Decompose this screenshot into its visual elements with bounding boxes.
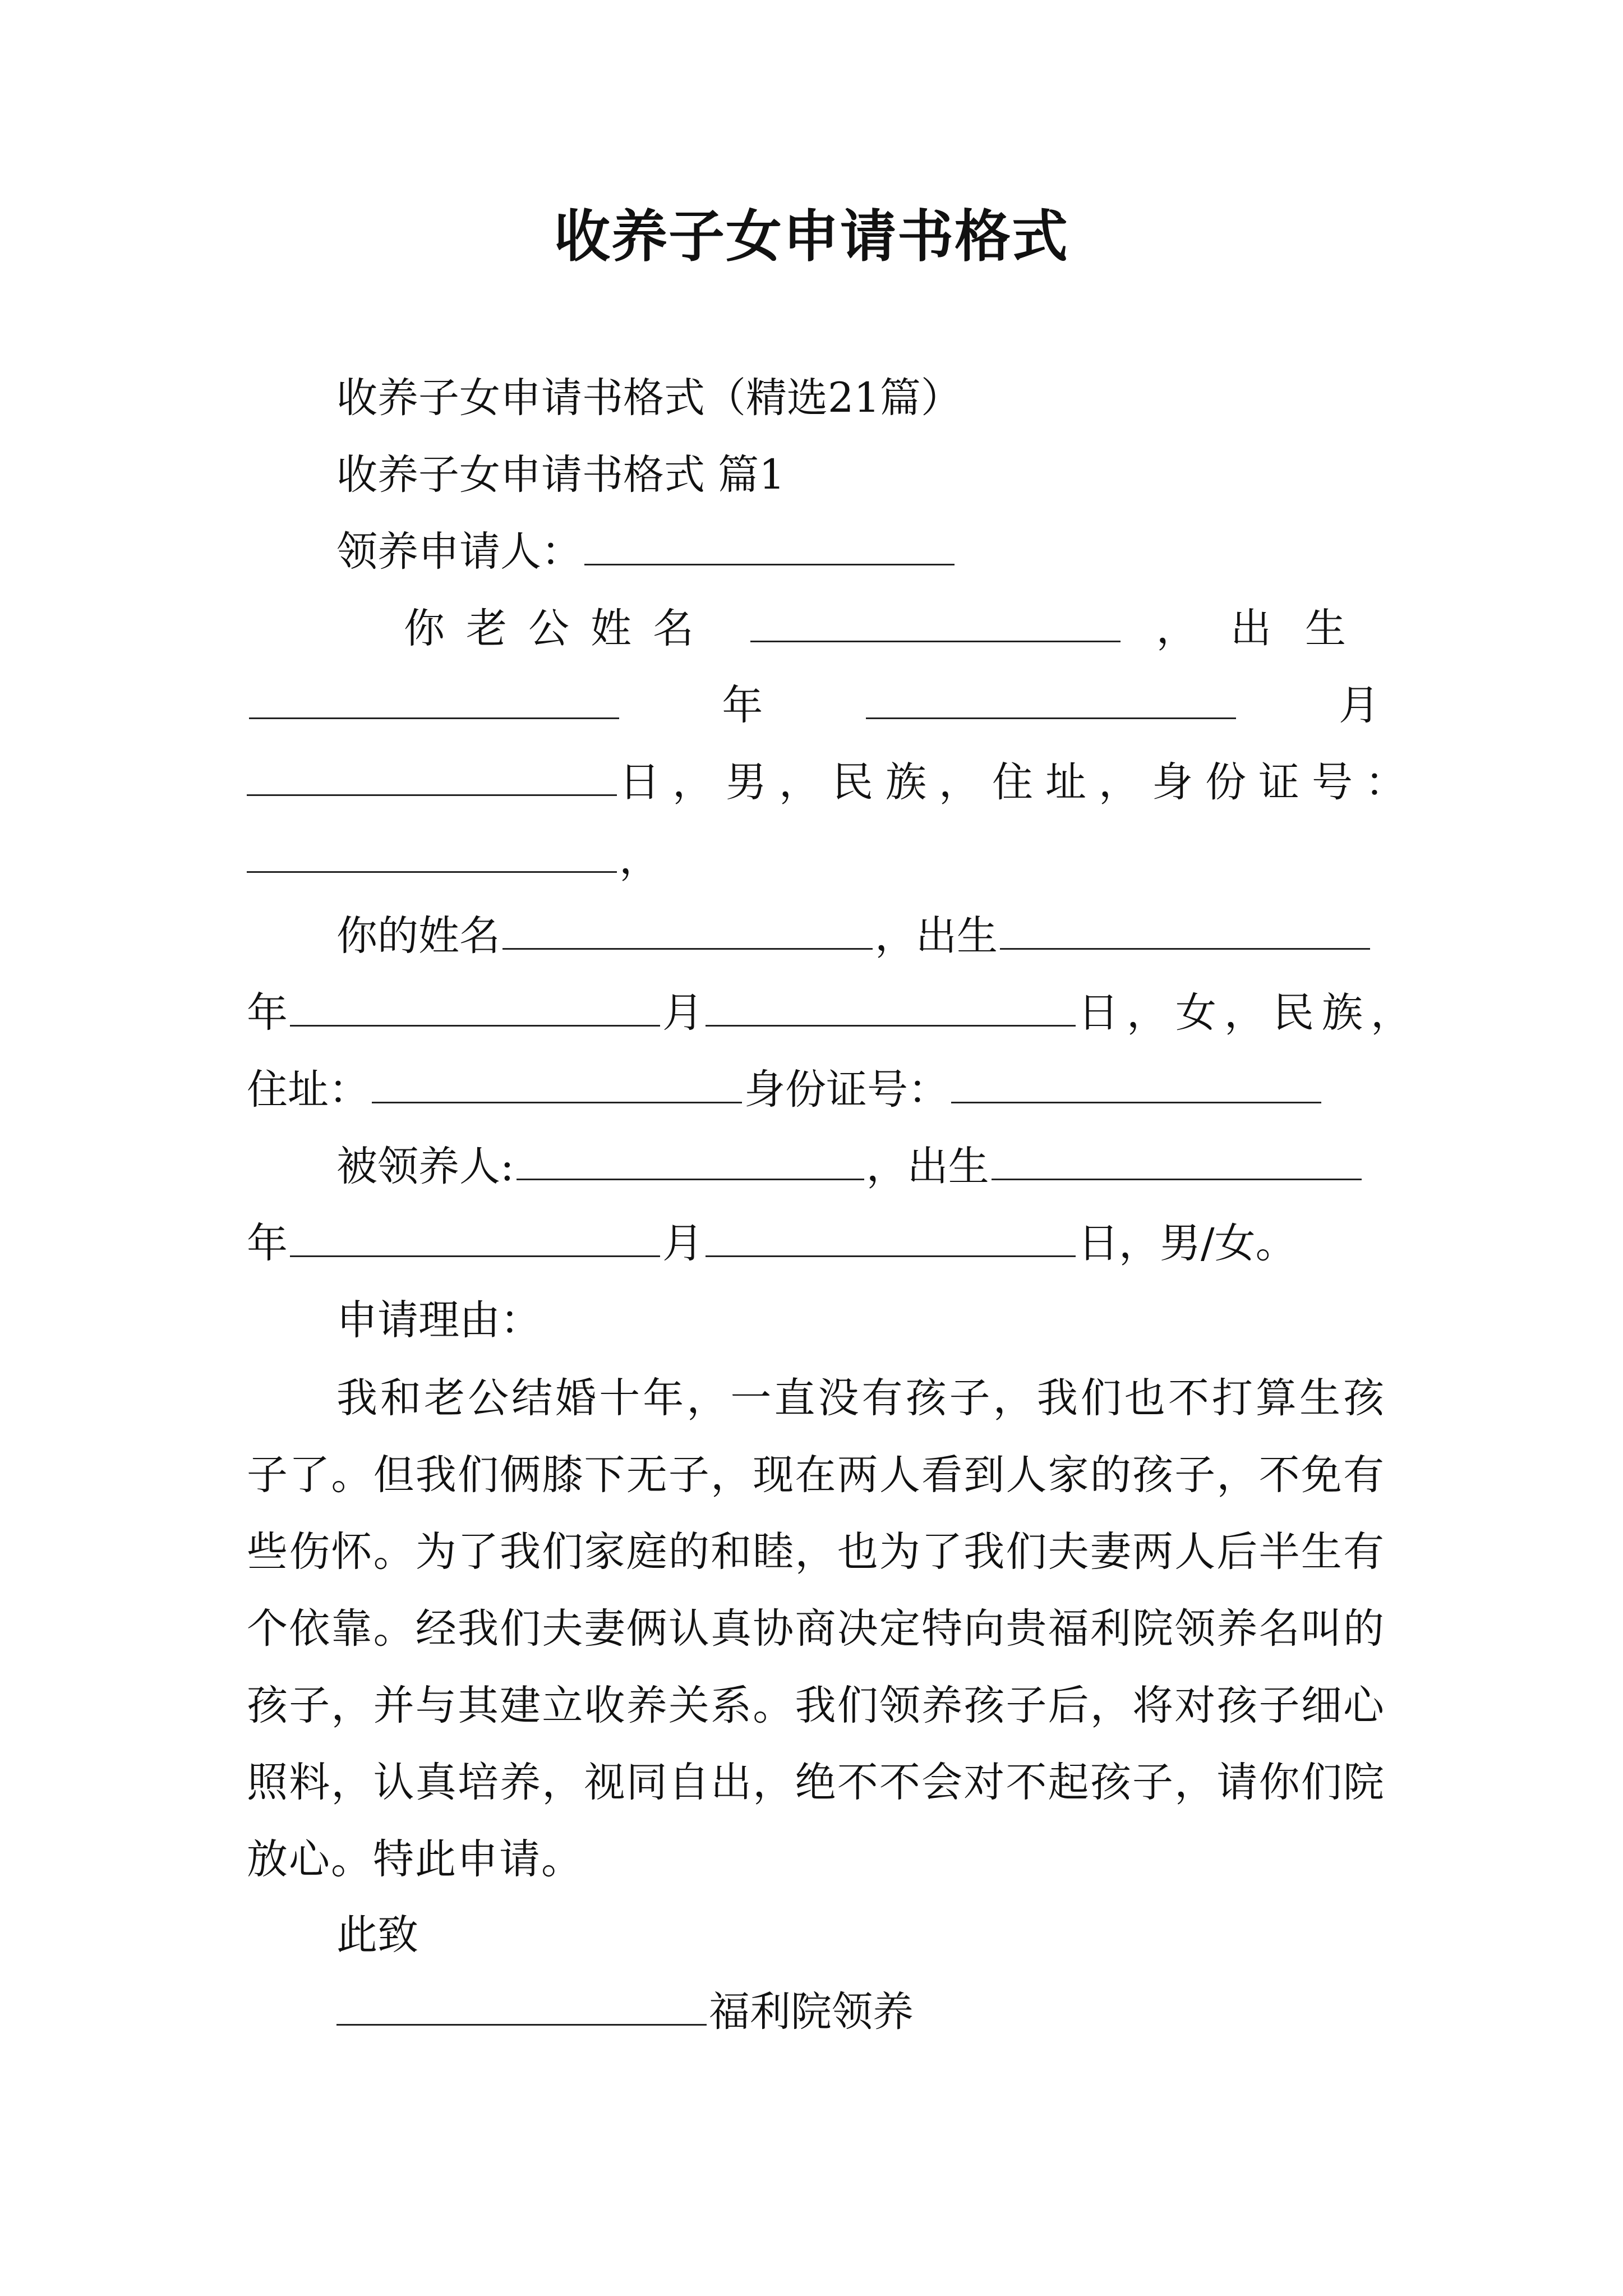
husband-month-label: 月 — [1338, 682, 1380, 729]
husband-end-comma: ， — [619, 835, 660, 883]
adoptee-birth-label: ，出生 — [866, 1143, 989, 1190]
recipient-blank — [336, 2022, 707, 2026]
husband-id-blank — [247, 869, 617, 873]
wife-year-blank — [290, 1023, 660, 1027]
husband-year-label: 年 — [722, 682, 763, 729]
reason-paragraph: 我和老公结婚十年，一直没有孩子，我们也不打算生孩子了。但我们俩膝下无子，现在两人看到人家的孩子，不免有些伤怀。为了我们家庭的和睦，也为了我们夫妻两人后半生有个依靠。经我们夫妻俩认真协商决定特向贵福利院领养名叫的孩子，并与其建立收养关系。我们领养孩子后，将对孩子细心照料，认真培养，视同自出，绝不不会对不起孩子，请你们院放心。特此申请。 — [247, 1374, 1385, 1883]
adoptee-label: 被领养人: — [336, 1143, 514, 1190]
wife-address-blank — [372, 1099, 742, 1103]
wife-address-label: 住址： — [247, 1066, 370, 1114]
document-title: 收养子女申请书格式 — [554, 204, 1069, 269]
document-subtitle: 收养子女申请书格式（精选21篇） — [336, 374, 962, 422]
adoptee-day-gender: 日，男/女。 — [1078, 1220, 1297, 1267]
applicant-blank — [584, 562, 955, 565]
husband-name-blank — [750, 638, 1121, 642]
adoptee-month-blank — [706, 1253, 1076, 1257]
husband-month-blank — [866, 715, 1236, 719]
wife-year-label: 年 — [247, 989, 288, 1037]
wife-id-label: 身份证号： — [744, 1066, 949, 1114]
wife-address-line — [247, 1062, 1324, 1118]
wife-id-blank — [951, 1099, 1321, 1103]
husband-year-blank — [249, 715, 619, 719]
wife-birth-label: ，出生 — [875, 912, 998, 960]
husband-birth-line — [247, 678, 1380, 734]
wife-month-blank — [706, 1023, 1076, 1027]
recipient-line — [336, 1984, 914, 2040]
wife-month-label: 月 — [662, 989, 703, 1037]
adoptee-year-label: 年 — [247, 1220, 288, 1267]
wife-birth-line — [247, 985, 1419, 1041]
adoptee-month-label: 月 — [662, 1220, 703, 1267]
closing-line: 此致 — [336, 1911, 418, 1959]
husband-details-label: 日，男，民族，住址，身份证号： — [619, 758, 1418, 806]
husband-comma: ， — [1156, 605, 1197, 652]
husband-birth-label: 出生 — [1230, 605, 1380, 652]
recipient-suffix: 福利院领养 — [709, 1988, 914, 2036]
wife-birth-blank — [1000, 946, 1370, 950]
wife-details-label: 日，女，民族， — [1078, 989, 1419, 1037]
husband-id-line — [247, 831, 660, 887]
section-heading: 收养子女申请书格式 篇1 — [336, 451, 785, 499]
husband-name-label: 你老公姓名 — [404, 605, 715, 652]
applicant-line — [336, 524, 957, 580]
applicant-label: 领养申请人： — [336, 528, 582, 576]
wife-name-line — [336, 908, 1372, 964]
husband-day-blank — [247, 792, 617, 796]
husband-details-line — [247, 754, 1418, 811]
husband-name-line — [404, 601, 1380, 657]
adoptee-name-blank — [517, 1176, 864, 1180]
adoptee-birth-blank — [992, 1176, 1362, 1180]
adoptee-year-blank — [290, 1253, 660, 1257]
adoptee-birth-line — [247, 1216, 1297, 1272]
wife-name-label: 你的姓名 — [336, 912, 500, 960]
reason-label: 申请理由： — [336, 1296, 541, 1344]
adoptee-line — [336, 1139, 1364, 1195]
wife-name-blank — [502, 946, 873, 950]
